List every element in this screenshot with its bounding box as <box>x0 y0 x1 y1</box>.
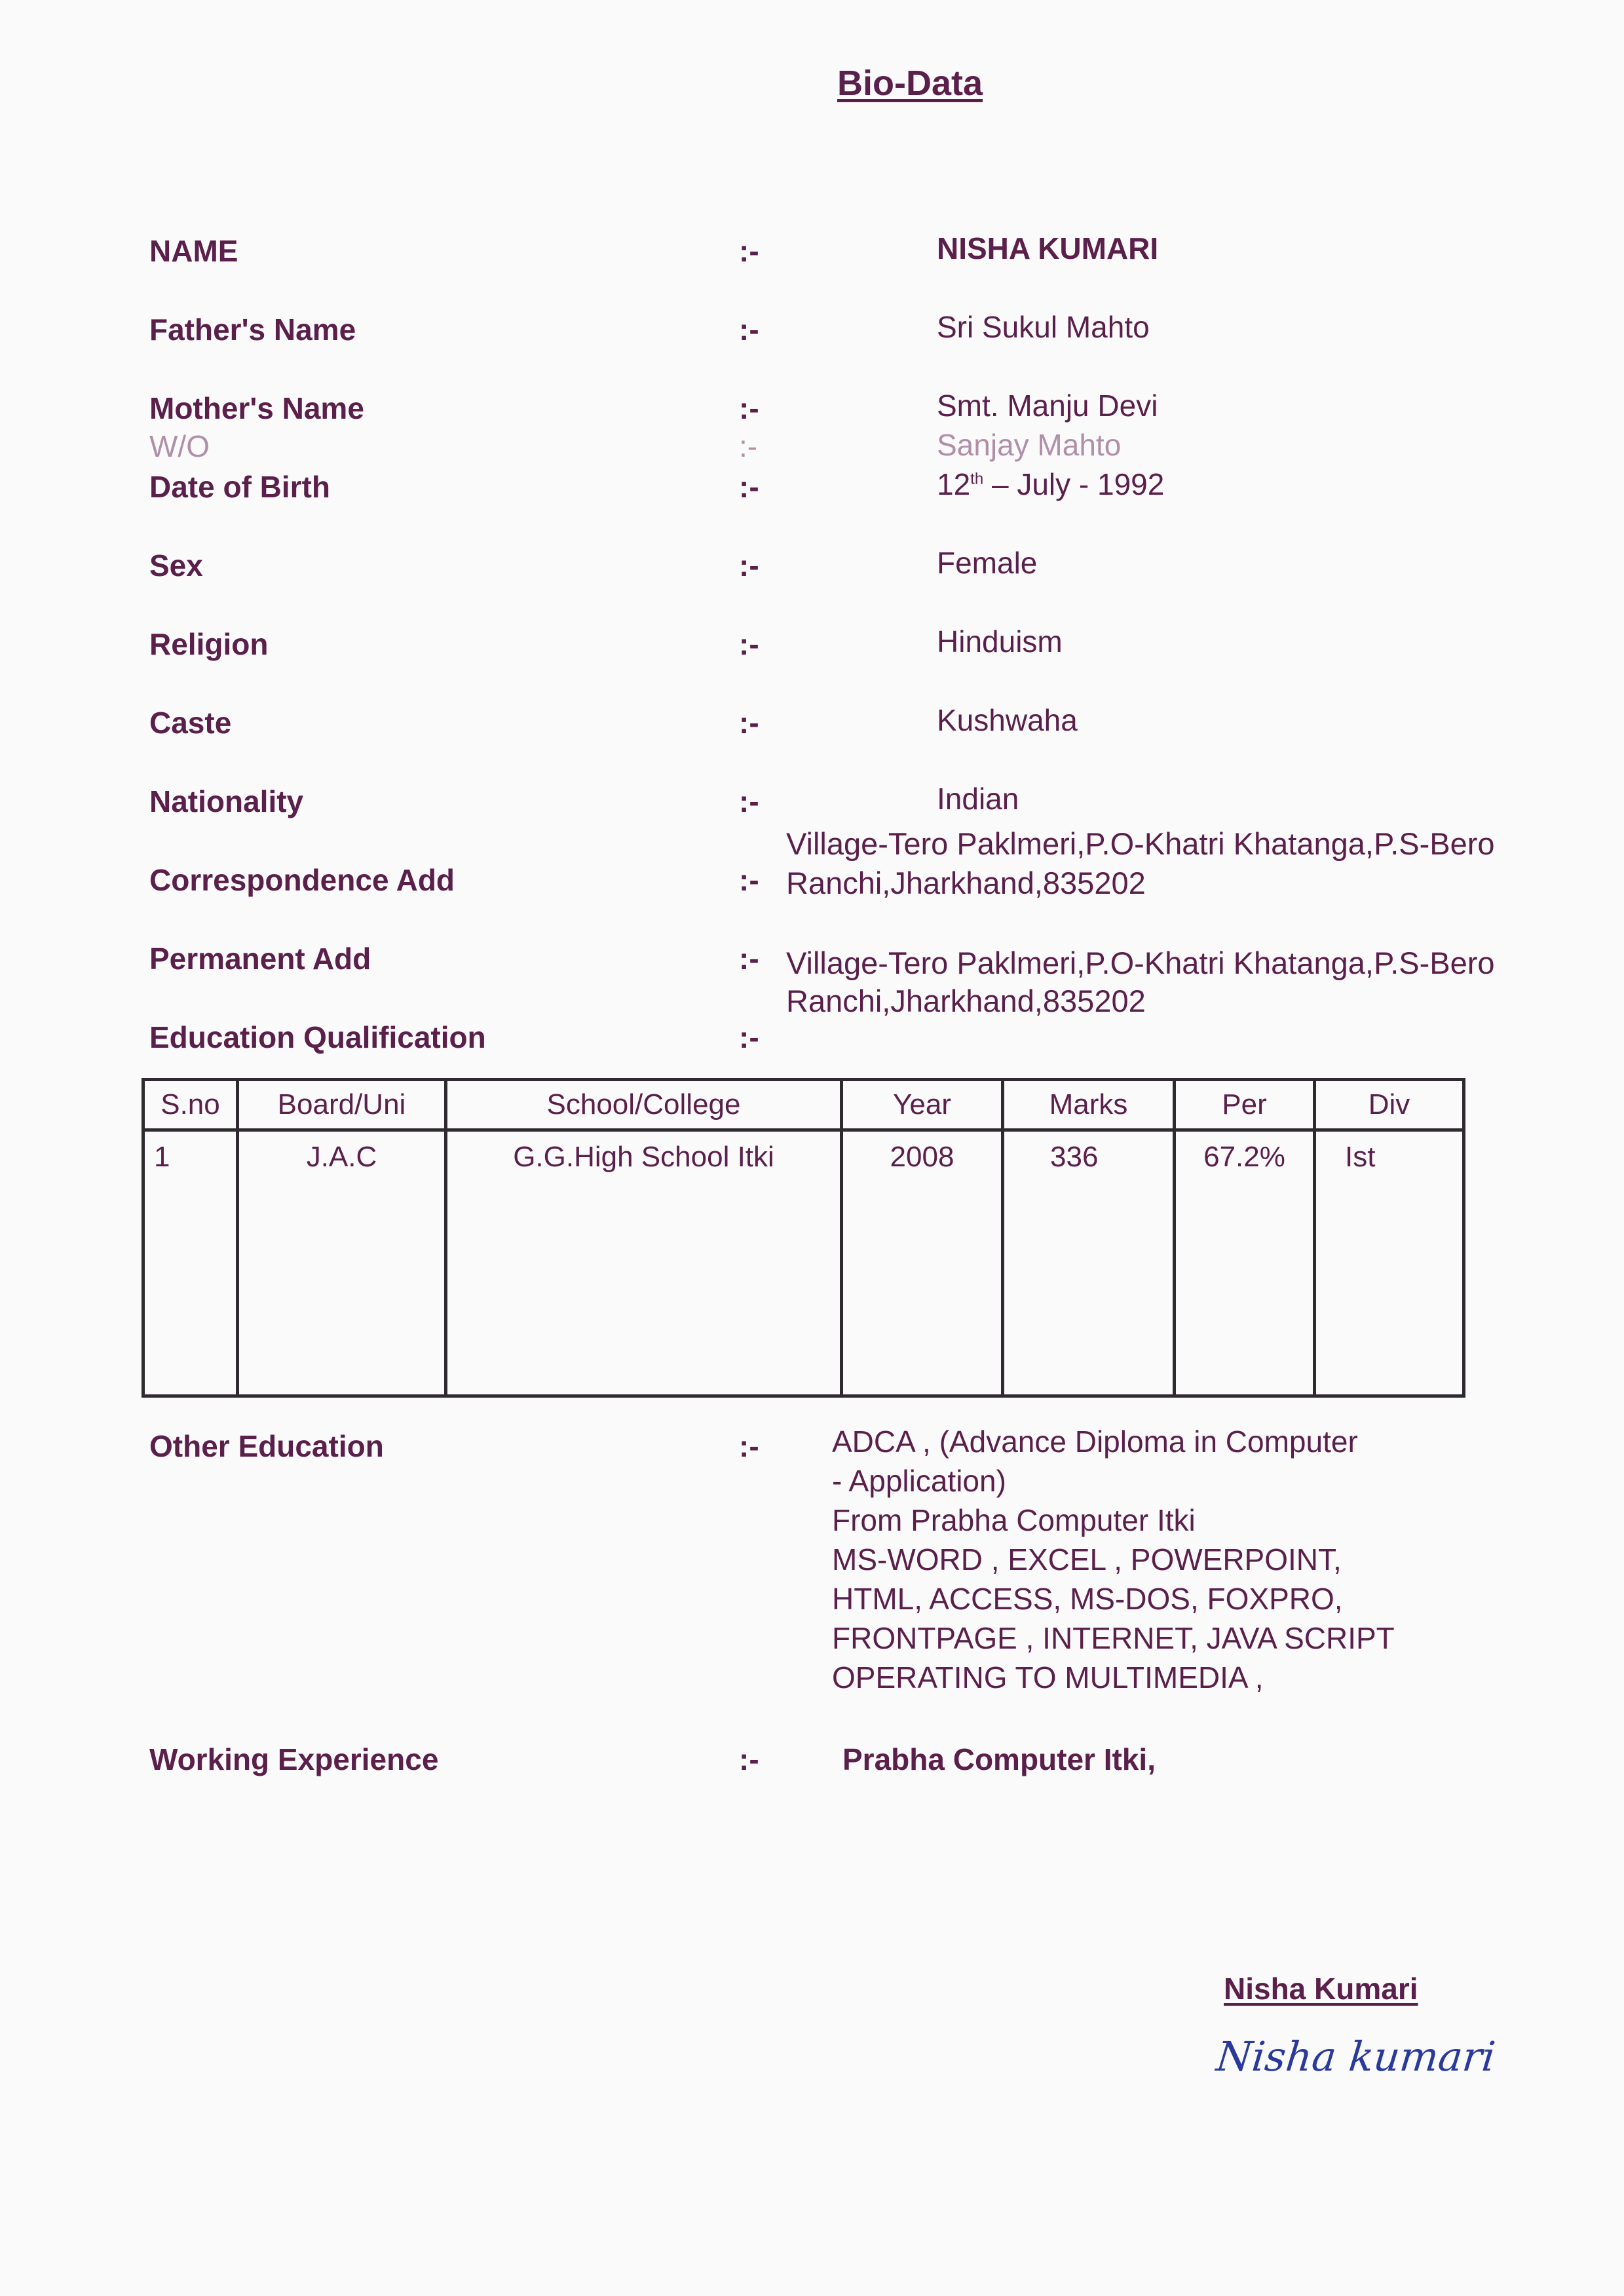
separator: :- <box>739 942 759 976</box>
label-caste: Caste <box>149 706 232 740</box>
table-header-row <box>143 1080 1464 1130</box>
cell-division: Ist <box>1315 1130 1464 1396</box>
cell-school: G.G.High School Itki <box>446 1130 842 1396</box>
other-education-line: - Application) <box>832 1464 1006 1498</box>
handwritten-signature <box>1213 2026 1501 2098</box>
cell-percentage: 67.2% <box>1175 1130 1315 1396</box>
value-sex: Female <box>937 546 1038 580</box>
other-education-line: HTML, ACCESS, MS-DOS, FOXPRO, <box>832 1582 1343 1616</box>
other-education-details <box>832 1422 1395 1697</box>
handwritten-signature-text: Nisha kumari <box>1214 2033 1498 2080</box>
other-education-line: FRONTPAGE , INTERNET, JAVA SCRIPT <box>832 1621 1395 1655</box>
other-education-line: OPERATING TO MULTIMEDIA , <box>832 1660 1264 1694</box>
column-header-year: Year <box>842 1080 1003 1130</box>
column-header-division: Div <box>1315 1080 1464 1130</box>
label-education-qualification: Education Qualification <box>149 1020 486 1054</box>
value-caste: Kushwaha <box>937 703 1078 737</box>
document-title: Bio-Data <box>837 64 983 103</box>
label-date-of-birth: Date of Birth <box>149 470 330 504</box>
table-row <box>143 1130 1464 1396</box>
column-header-board: Board/Uni <box>238 1080 446 1130</box>
label-name: NAME <box>149 234 238 268</box>
separator: :- <box>739 1020 759 1054</box>
separator: :- <box>739 470 759 504</box>
separator: :- <box>739 706 759 740</box>
value-correspondence-line2: Ranchi,Jharkhand,835202 <box>786 866 1146 900</box>
label-religion: Religion <box>149 627 269 661</box>
cell-marks: 336 <box>1003 1130 1175 1396</box>
value-permanent-line1: Village-Tero Paklmeri,P.O-Khatri Khatanga,P.S-Bero <box>786 946 1495 980</box>
label-mother-name: Mother's Name <box>149 391 364 425</box>
value-correspondence-line1: Village-Tero Paklmeri,P.O-Khatri Khatanga,P.S-Bero <box>786 826 1495 861</box>
label-permanent-address: Permanent Add <box>149 942 371 976</box>
label-nationality: Nationality <box>149 784 304 818</box>
separator: :- <box>739 429 758 463</box>
value-religion: Hinduism <box>937 624 1063 659</box>
value-working-experience: Prabha Computer Itki, <box>842 1742 1156 1776</box>
other-education-line: ADCA , (Advance Diploma in Computer <box>832 1425 1358 1459</box>
label-wife-of: W/O <box>149 429 210 463</box>
value-name: NISHA KUMARI <box>937 231 1159 265</box>
separator: :- <box>739 627 759 661</box>
cell-sno: 1 <box>143 1130 238 1396</box>
value-permanent-line2: Ranchi,Jharkhand,835202 <box>786 984 1146 1018</box>
cell-board: J.A.C <box>238 1130 446 1396</box>
separator: :- <box>739 784 759 818</box>
label-working-experience: Working Experience <box>149 1742 439 1776</box>
column-header-sno: S.no <box>143 1080 238 1130</box>
value-nationality: Indian <box>937 782 1019 816</box>
education-table <box>142 1078 1465 1398</box>
separator: :- <box>739 1742 759 1776</box>
value-wife-of: Sanjay Mahto <box>937 428 1122 462</box>
separator: :- <box>739 863 759 897</box>
label-other-education: Other Education <box>149 1429 384 1463</box>
value-date-of-birth: 12th – July - 1992 <box>937 467 1165 501</box>
column-header-school: School/College <box>446 1080 842 1130</box>
other-education-line: From Prabha Computer Itki <box>832 1503 1196 1537</box>
separator: :- <box>739 391 759 425</box>
separator: :- <box>739 548 759 583</box>
signature-name: Nisha Kumari <box>1224 1972 1418 2006</box>
label-sex: Sex <box>149 548 203 583</box>
value-mother-name: Smt. Manju Devi <box>937 389 1158 423</box>
column-header-marks: Marks <box>1003 1080 1175 1130</box>
cell-year: 2008 <box>842 1130 1003 1396</box>
separator: :- <box>739 313 759 347</box>
value-father-name: Sri Sukul Mahto <box>937 310 1150 344</box>
separator: :- <box>739 1429 759 1463</box>
label-correspondence-address: Correspondence Add <box>149 863 455 897</box>
other-education-line: MS-WORD , EXCEL , POWERPOINT, <box>832 1542 1342 1577</box>
separator: :- <box>739 234 759 268</box>
column-header-percentage: Per <box>1175 1080 1315 1130</box>
label-father-name: Father's Name <box>149 313 356 347</box>
